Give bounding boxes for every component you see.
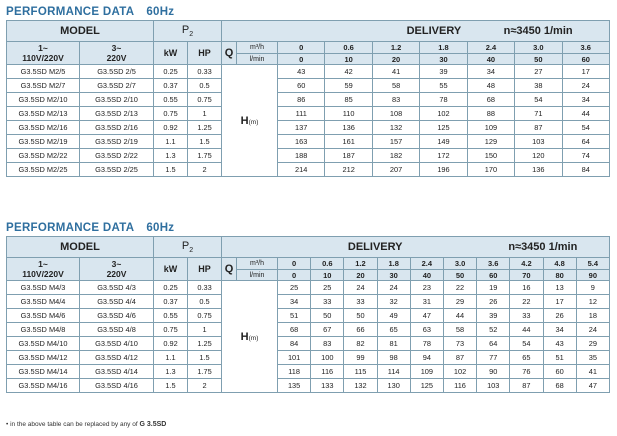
head-value-cell: 125 xyxy=(420,121,467,135)
unit-lmin: l/min xyxy=(237,54,278,65)
head-value-cell: 58 xyxy=(443,323,476,337)
head-value-cell: 102 xyxy=(443,365,476,379)
head-value-cell: 12 xyxy=(576,295,609,309)
head-value-cell: 130 xyxy=(377,379,410,393)
head-value-cell: 132 xyxy=(344,379,377,393)
delivery-header: DELIVERY xyxy=(278,21,468,42)
head-value-cell: 63 xyxy=(410,323,443,337)
head-value-cell: 196 xyxy=(420,163,467,177)
head-value-cell: 60 xyxy=(543,365,576,379)
head-value-cell: 172 xyxy=(420,149,467,163)
q-label: Q xyxy=(222,258,237,281)
head-value-cell: 101 xyxy=(278,351,311,365)
head-value-cell: 18 xyxy=(576,309,609,323)
head-value-cell: 48 xyxy=(467,79,514,93)
flow-lmin-cell: 20 xyxy=(372,54,419,65)
model-single-phase: G3.5SD M4/16 xyxy=(7,379,80,393)
head-value-cell: 44 xyxy=(510,323,543,337)
model-three-phase: G3.5SD 2/19 xyxy=(80,135,154,149)
head-value-cell: 90 xyxy=(477,365,510,379)
model-single-phase: G3.5SD M2/5 xyxy=(7,65,80,79)
head-value-cell: 136 xyxy=(515,163,562,177)
power-hp: 0.5 xyxy=(188,295,222,309)
head-value-cell: 87 xyxy=(510,379,543,393)
flow-lmin-cell: 10 xyxy=(311,270,344,281)
model-single-phase: G3.5SD M2/22 xyxy=(7,149,80,163)
table-row xyxy=(7,351,610,365)
power-hp: 1.75 xyxy=(188,365,222,379)
flow-m3h-cell: 4.2 xyxy=(510,258,543,270)
footnote-code: G 3.5SD xyxy=(139,421,167,428)
head-value-cell: 68 xyxy=(278,323,311,337)
flow-m3h-cell: 2.4 xyxy=(410,258,443,270)
model-single-phase: G3.5SD M2/13 xyxy=(7,107,80,121)
flow-lmin-cell: 60 xyxy=(477,270,510,281)
power-hp: 1.75 xyxy=(188,149,222,163)
head-value-cell: 16 xyxy=(510,281,543,295)
head-value-cell: 77 xyxy=(477,351,510,365)
flow-lmin-cell: 0 xyxy=(278,270,311,281)
table-row xyxy=(7,65,610,79)
three-phase-header: 3~ 220V xyxy=(80,258,154,281)
model-single-phase: G3.5SD M2/19 xyxy=(7,135,80,149)
head-value-cell: 47 xyxy=(576,379,609,393)
power-hp: 1.5 xyxy=(188,135,222,149)
flow-m3h-cell: 4.8 xyxy=(543,258,576,270)
single-phase-header: 1~ 110V/220V xyxy=(7,42,80,65)
head-value-cell: 99 xyxy=(344,351,377,365)
head-value-cell: 120 xyxy=(515,149,562,163)
head-value-cell: 17 xyxy=(562,65,609,79)
head-value-cell: 71 xyxy=(515,107,562,121)
head-value-cell: 125 xyxy=(410,379,443,393)
head-value-cell: 26 xyxy=(543,309,576,323)
head-value-cell: 33 xyxy=(510,309,543,323)
head-value-cell: 129 xyxy=(467,135,514,149)
head-value-cell: 170 xyxy=(467,163,514,177)
head-value-cell: 24 xyxy=(344,281,377,295)
head-value-cell: 58 xyxy=(372,79,419,93)
head-value-cell: 182 xyxy=(372,149,419,163)
model-three-phase: G3.5SD 2/7 xyxy=(80,79,154,93)
delivery-spacer xyxy=(222,21,278,42)
power-hp: 0.75 xyxy=(188,309,222,323)
head-value-cell: 82 xyxy=(344,337,377,351)
head-value-cell: 87 xyxy=(443,351,476,365)
flow-lmin-cell: 0 xyxy=(278,54,325,65)
head-value-cell: 103 xyxy=(515,135,562,149)
table-row xyxy=(7,309,610,323)
head-value-cell: 32 xyxy=(377,295,410,309)
head-value-cell: 157 xyxy=(372,135,419,149)
power-kw: 0.75 xyxy=(154,107,188,121)
head-value-cell: 86 xyxy=(278,93,325,107)
power-hp: 2 xyxy=(188,163,222,177)
unit-m3h: m³/h xyxy=(237,42,278,54)
power-kw: 1.1 xyxy=(154,351,188,365)
head-value-cell: 24 xyxy=(377,281,410,295)
head-value-cell: 23 xyxy=(410,281,443,295)
table-row xyxy=(7,163,610,177)
head-value-cell: 33 xyxy=(311,295,344,309)
head-value-cell: 115 xyxy=(344,365,377,379)
model-single-phase: G3.5SD M2/7 xyxy=(7,79,80,93)
footnote-text: in the above table can be replaced by any of xyxy=(10,421,138,428)
frequency-label: 60Hz xyxy=(146,6,175,18)
head-value-cell: 83 xyxy=(372,93,419,107)
head-value-cell: 55 xyxy=(420,79,467,93)
power-kw: 0.55 xyxy=(154,309,188,323)
flow-m3h-cell: 1.8 xyxy=(420,42,467,54)
head-value-cell: 64 xyxy=(477,337,510,351)
power-kw: 1.1 xyxy=(154,135,188,149)
head-value-cell: 65 xyxy=(377,323,410,337)
model-single-phase: G3.5SD M4/3 xyxy=(7,281,80,295)
flow-m3h-cell: 5.4 xyxy=(576,258,609,270)
head-value-cell: 54 xyxy=(562,121,609,135)
flow-m3h-cell: 3.0 xyxy=(443,258,476,270)
head-value-cell: 84 xyxy=(278,337,311,351)
power-kw: 0.75 xyxy=(154,323,188,337)
table-row xyxy=(7,337,610,351)
q-label: Q xyxy=(222,42,237,65)
performance-section-1 xyxy=(6,4,610,177)
flow-m3h-cell: 3.0 xyxy=(515,42,562,54)
head-value-cell: 41 xyxy=(576,365,609,379)
head-value-cell: 136 xyxy=(325,121,372,135)
head-value-cell: 31 xyxy=(410,295,443,309)
section-title-1 xyxy=(6,4,610,20)
head-value-cell: 73 xyxy=(443,337,476,351)
section-title-text: PERFORMANCE DATA xyxy=(6,222,135,234)
head-value-cell: 51 xyxy=(543,351,576,365)
power-hp: 1.25 xyxy=(188,337,222,351)
flow-lmin-cell: 90 xyxy=(576,270,609,281)
head-value-cell: 44 xyxy=(562,107,609,121)
head-value-cell: 51 xyxy=(278,309,311,323)
model-three-phase: G3.5SD 2/22 xyxy=(80,149,154,163)
power-hp: 0.5 xyxy=(188,79,222,93)
head-value-cell: 38 xyxy=(515,79,562,93)
head-value-cell: 22 xyxy=(510,295,543,309)
head-value-cell: 214 xyxy=(278,163,325,177)
model-three-phase: G3.5SD 2/16 xyxy=(80,121,154,135)
model-single-phase: G3.5SD M4/8 xyxy=(7,323,80,337)
head-value-cell: 24 xyxy=(562,79,609,93)
head-value-cell: 27 xyxy=(515,65,562,79)
head-value-cell: 102 xyxy=(420,107,467,121)
model-header: MODEL xyxy=(7,237,154,258)
head-value-cell: 34 xyxy=(562,93,609,107)
table-row xyxy=(7,149,610,163)
head-value-cell: 59 xyxy=(325,79,372,93)
table-row xyxy=(7,121,610,135)
model-single-phase: G3.5SD M2/25 xyxy=(7,163,80,177)
head-value-cell: 116 xyxy=(311,365,344,379)
head-value-cell: 88 xyxy=(467,107,514,121)
power-hp: 1.5 xyxy=(188,351,222,365)
head-value-cell: 132 xyxy=(372,121,419,135)
head-value-cell: 133 xyxy=(311,379,344,393)
model-single-phase: G3.5SD M4/4 xyxy=(7,295,80,309)
flow-lmin-cell: 20 xyxy=(344,270,377,281)
head-value-cell: 49 xyxy=(377,309,410,323)
power-kw: 0.55 xyxy=(154,93,188,107)
model-three-phase: G3.5SD 2/25 xyxy=(80,163,154,177)
flow-m3h-cell: 3.6 xyxy=(562,42,609,54)
head-value-cell: 84 xyxy=(562,163,609,177)
head-value-cell: 66 xyxy=(344,323,377,337)
head-value-cell: 60 xyxy=(278,79,325,93)
hp-header: HP xyxy=(188,258,222,281)
power-kw: 0.25 xyxy=(154,281,188,295)
flow-m3h-cell: 1.2 xyxy=(372,42,419,54)
performance-section-2 xyxy=(6,220,610,393)
power-kw: 1.5 xyxy=(154,379,188,393)
power-hp: 1 xyxy=(188,323,222,337)
footnote xyxy=(6,421,166,428)
head-value-cell: 65 xyxy=(510,351,543,365)
head-value-cell: 67 xyxy=(311,323,344,337)
table-row xyxy=(7,93,610,107)
head-value-cell: 118 xyxy=(278,365,311,379)
flow-m3h-cell: 1.2 xyxy=(344,258,377,270)
head-value-cell: 54 xyxy=(510,337,543,351)
model-single-phase: G3.5SD M4/6 xyxy=(7,309,80,323)
table-row xyxy=(7,281,610,295)
head-value-cell: 52 xyxy=(477,323,510,337)
model-single-phase: G3.5SD M4/10 xyxy=(7,337,80,351)
head-value-cell: 34 xyxy=(543,323,576,337)
power-hp: 0.33 xyxy=(188,65,222,79)
head-value-cell: 135 xyxy=(278,379,311,393)
power-hp: 1.25 xyxy=(188,121,222,135)
head-value-cell: 163 xyxy=(278,135,325,149)
head-value-cell: 207 xyxy=(372,163,419,177)
head-value-cell: 109 xyxy=(410,365,443,379)
head-value-cell: 64 xyxy=(562,135,609,149)
flow-m3h-cell: 2.4 xyxy=(467,42,514,54)
power-kw: 0.37 xyxy=(154,295,188,309)
head-value-cell: 98 xyxy=(377,351,410,365)
hp-header: HP xyxy=(188,42,222,65)
head-value-cell: 24 xyxy=(576,323,609,337)
head-value-cell: 109 xyxy=(467,121,514,135)
head-value-cell: 43 xyxy=(278,65,325,79)
table-row xyxy=(7,79,610,93)
performance-table-1 xyxy=(6,20,610,177)
model-three-phase: G3.5SD 4/12 xyxy=(80,351,154,365)
flow-lmin-cell: 70 xyxy=(510,270,543,281)
head-value-cell: 111 xyxy=(278,107,325,121)
head-value-cell: 187 xyxy=(325,149,372,163)
model-three-phase: G3.5SD 4/8 xyxy=(80,323,154,337)
flow-lmin-cell: 50 xyxy=(443,270,476,281)
head-value-cell: 43 xyxy=(543,337,576,351)
head-value-cell: 68 xyxy=(467,93,514,107)
head-value-cell: 116 xyxy=(443,379,476,393)
flow-m3h-cell: 0.6 xyxy=(311,258,344,270)
head-value-cell: 39 xyxy=(420,65,467,79)
model-three-phase: G3.5SD 2/5 xyxy=(80,65,154,79)
power-header: $P_2$ xyxy=(154,237,222,258)
model-three-phase: G3.5SD 4/14 xyxy=(80,365,154,379)
head-value-cell: 44 xyxy=(443,309,476,323)
flow-m3h-cell: 0 xyxy=(278,258,311,270)
head-value-cell: 87 xyxy=(515,121,562,135)
power-hp: 2 xyxy=(188,379,222,393)
head-value-cell: 108 xyxy=(372,107,419,121)
head-value-cell: 42 xyxy=(325,65,372,79)
unit-m3h: m³/h xyxy=(237,258,278,270)
model-three-phase: G3.5SD 2/13 xyxy=(80,107,154,121)
model-single-phase: G3.5SD M2/16 xyxy=(7,121,80,135)
head-value-cell: 33 xyxy=(344,295,377,309)
flow-m3h-cell: 0 xyxy=(278,42,325,54)
head-value-cell: 9 xyxy=(576,281,609,295)
model-three-phase: G3.5SD 4/4 xyxy=(80,295,154,309)
head-value-cell: 100 xyxy=(311,351,344,365)
power-kw: 0.92 xyxy=(154,121,188,135)
head-value-cell: 34 xyxy=(278,295,311,309)
kw-header: kW xyxy=(154,42,188,65)
power-hp: 0.75 xyxy=(188,93,222,107)
model-three-phase: G3.5SD 4/3 xyxy=(80,281,154,295)
power-kw: 1.5 xyxy=(154,163,188,177)
model-header: MODEL xyxy=(7,21,154,42)
head-value-cell: 150 xyxy=(467,149,514,163)
head-value-cell: 188 xyxy=(278,149,325,163)
model-single-phase: G3.5SD M2/10 xyxy=(7,93,80,107)
head-value-cell: 13 xyxy=(543,281,576,295)
single-phase-header: 1~ 110V/220V xyxy=(7,258,80,281)
head-value-cell: 54 xyxy=(515,93,562,107)
speed-label: n≈3450 1/min xyxy=(467,21,609,42)
table-row xyxy=(7,135,610,149)
flow-lmin-cell: 40 xyxy=(467,54,514,65)
head-value-cell: 83 xyxy=(311,337,344,351)
head-value-cell: 81 xyxy=(377,337,410,351)
model-three-phase: G3.5SD 4/10 xyxy=(80,337,154,351)
power-kw: 0.37 xyxy=(154,79,188,93)
flow-m3h-cell: 3.6 xyxy=(477,258,510,270)
table1-body xyxy=(7,65,610,177)
head-value-cell: 85 xyxy=(325,93,372,107)
head-value-cell: 25 xyxy=(278,281,311,295)
power-kw: 1.3 xyxy=(154,149,188,163)
power-hp: 1 xyxy=(188,107,222,121)
flow-m3h-cell: 1.8 xyxy=(377,258,410,270)
head-value-cell: 149 xyxy=(420,135,467,149)
flow-lmin-cell: 60 xyxy=(562,54,609,65)
model-single-phase: G3.5SD M4/14 xyxy=(7,365,80,379)
head-value-cell: 34 xyxy=(467,65,514,79)
flow-lmin-cell: 50 xyxy=(515,54,562,65)
section-title-text: PERFORMANCE DATA xyxy=(6,6,135,18)
head-value-cell: 103 xyxy=(477,379,510,393)
table-row xyxy=(7,379,610,393)
head-value-cell: 22 xyxy=(443,281,476,295)
head-label: H(m) xyxy=(222,65,278,177)
flow-lmin-cell: 80 xyxy=(543,270,576,281)
head-value-cell: 78 xyxy=(420,93,467,107)
head-value-cell: 29 xyxy=(443,295,476,309)
head-value-cell: 19 xyxy=(477,281,510,295)
head-value-cell: 50 xyxy=(311,309,344,323)
head-value-cell: 26 xyxy=(477,295,510,309)
power-kw: 0.92 xyxy=(154,337,188,351)
flow-lmin-cell: 10 xyxy=(325,54,372,65)
flow-lmin-cell: 30 xyxy=(420,54,467,65)
delivery-header: DELIVERY xyxy=(344,237,477,258)
head-value-cell: 41 xyxy=(372,65,419,79)
head-value-cell: 161 xyxy=(325,135,372,149)
head-value-cell: 39 xyxy=(477,309,510,323)
delivery-spacer xyxy=(222,237,344,258)
model-three-phase: G3.5SD 4/16 xyxy=(80,379,154,393)
kw-header: kW xyxy=(154,258,188,281)
table-row xyxy=(7,323,610,337)
head-value-cell: 35 xyxy=(576,351,609,365)
head-value-cell: 114 xyxy=(377,365,410,379)
power-kw: 0.25 xyxy=(154,65,188,79)
table2-body xyxy=(7,281,610,393)
power-kw: 1.3 xyxy=(154,365,188,379)
head-value-cell: 78 xyxy=(410,337,443,351)
table-row xyxy=(7,365,610,379)
table-row xyxy=(7,295,610,309)
head-value-cell: 17 xyxy=(543,295,576,309)
model-three-phase: G3.5SD 2/10 xyxy=(80,93,154,107)
power-header: $P_2$ xyxy=(154,21,222,42)
model-single-phase: G3.5SD M4/12 xyxy=(7,351,80,365)
section-title-2 xyxy=(6,220,610,236)
head-value-cell: 25 xyxy=(311,281,344,295)
head-value-cell: 76 xyxy=(510,365,543,379)
table-row xyxy=(7,107,610,121)
head-value-cell: 47 xyxy=(410,309,443,323)
head-value-cell: 74 xyxy=(562,149,609,163)
footnote-bullet: • xyxy=(6,421,9,428)
flow-lmin-cell: 40 xyxy=(410,270,443,281)
head-value-cell: 137 xyxy=(278,121,325,135)
head-value-cell: 29 xyxy=(576,337,609,351)
performance-table-2 xyxy=(6,236,610,393)
head-label: H(m) xyxy=(222,281,278,393)
head-value-cell: 110 xyxy=(325,107,372,121)
flow-lmin-cell: 30 xyxy=(377,270,410,281)
frequency-label: 60Hz xyxy=(146,222,175,234)
model-three-phase: G3.5SD 4/6 xyxy=(80,309,154,323)
head-value-cell: 68 xyxy=(543,379,576,393)
unit-lmin: l/min xyxy=(237,270,278,281)
head-value-cell: 50 xyxy=(344,309,377,323)
flow-m3h-cell: 0.6 xyxy=(325,42,372,54)
head-value-cell: 212 xyxy=(325,163,372,177)
three-phase-header: 3~ 220V xyxy=(80,42,154,65)
speed-label: n≈3450 1/min xyxy=(477,237,610,258)
head-value-cell: 94 xyxy=(410,351,443,365)
power-hp: 0.33 xyxy=(188,281,222,295)
